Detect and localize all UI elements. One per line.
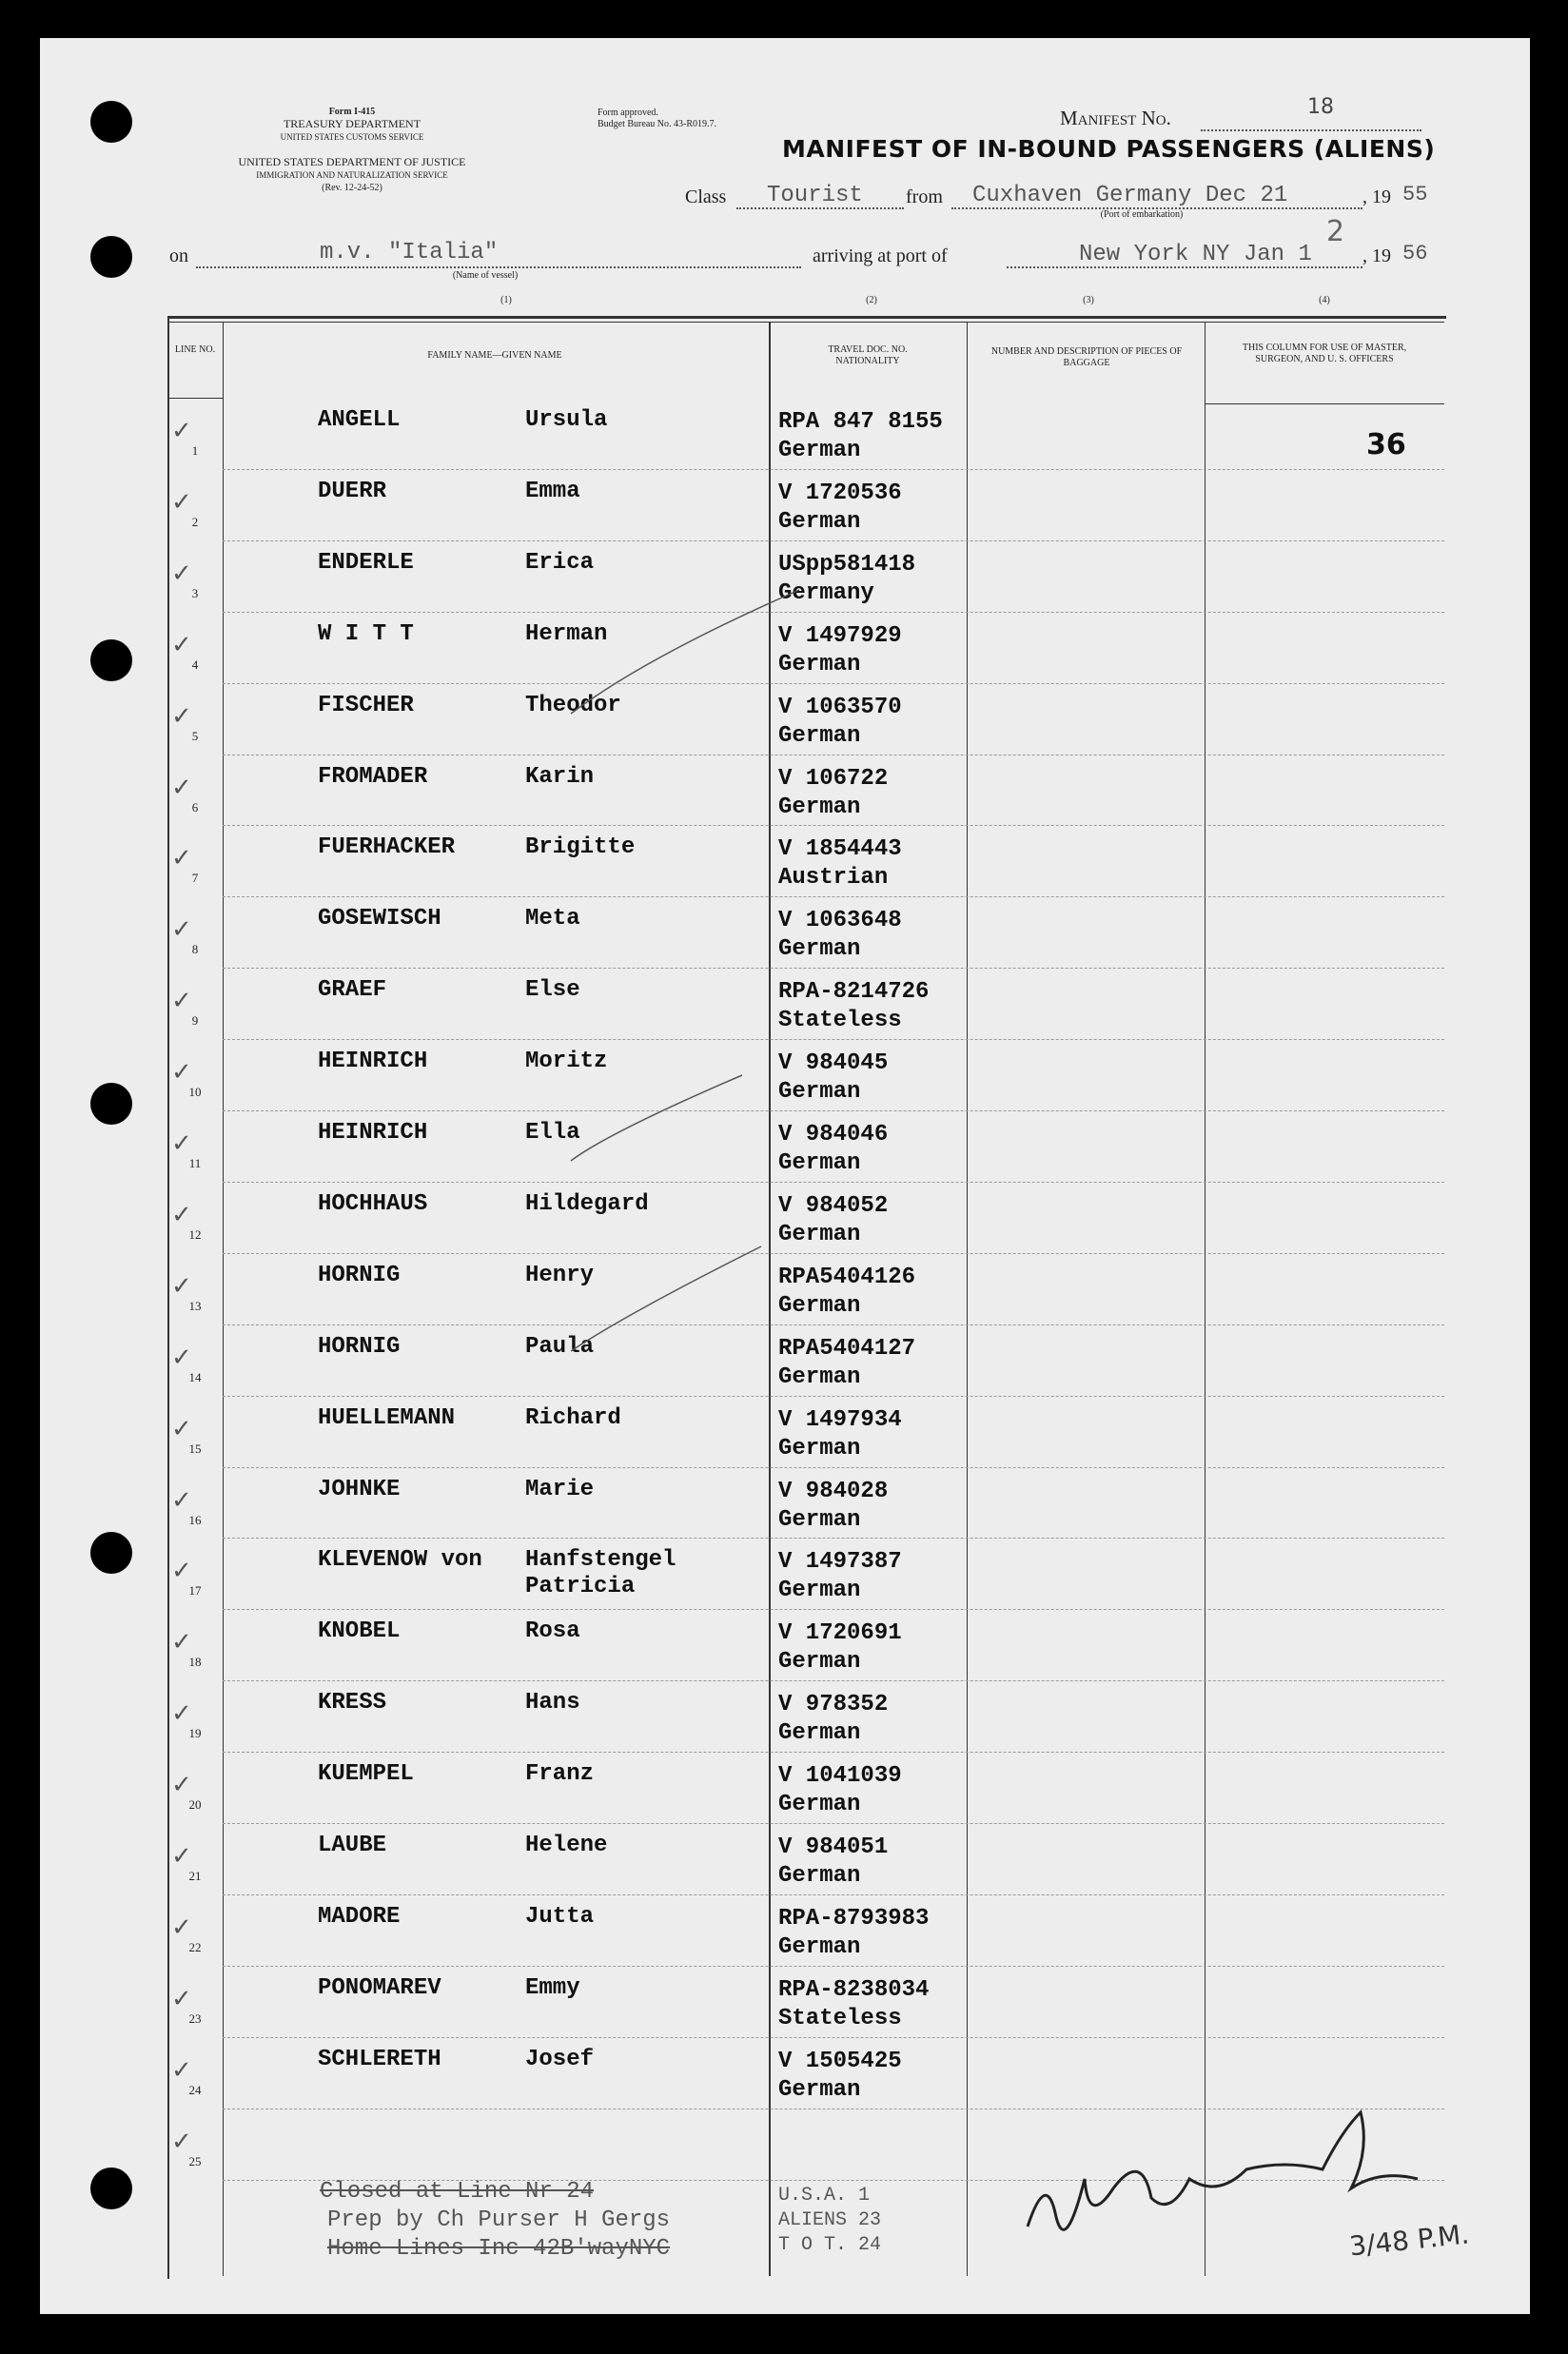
family-name: GRAEF (318, 977, 387, 1004)
given-name: Else (525, 977, 580, 1004)
family-name: W I T T (318, 620, 414, 647)
line-number: 1 (191, 443, 199, 458)
travel-doc-number: RPA5404126 (778, 1264, 916, 1290)
family-name: JOHNKE (318, 1476, 401, 1502)
check-mark: ✓ (171, 487, 192, 517)
line-number: 10 (188, 1085, 202, 1100)
column-header-name: FAMILY NAME—GIVEN NAME (427, 350, 562, 361)
aliens-count: ALIENS 23 (778, 2209, 882, 2231)
line-number: 22 (188, 1939, 202, 1954)
travel-doc-number: V 1505425 (778, 2048, 902, 2074)
line-number: 13 (188, 1298, 202, 1313)
check-mark: ✓ (171, 773, 192, 802)
check-mark: ✓ (171, 1771, 192, 1800)
family-name: PONOMAREV (318, 1974, 441, 2001)
family-name: LAUBE (318, 1833, 387, 1858)
family-name: FUERHACKER (318, 834, 456, 861)
travel-doc-number: USpp581418 (778, 551, 916, 578)
line-number: 11 (188, 1156, 202, 1170)
check-mark: ✓ (171, 1913, 192, 1942)
travel-doc-number: V 1063570 (778, 694, 902, 720)
given-name: Theodor (525, 692, 621, 718)
check-mark: ✓ (171, 559, 192, 588)
shipping-line: Home Lines Inc 42B'wayNYC (327, 2236, 671, 2262)
given-name: Rosa (525, 1618, 580, 1645)
line-number: 23 (188, 2011, 202, 2026)
check-mark: ✓ (171, 2055, 192, 2085)
family-name: DUERR (318, 478, 387, 504)
given-name: Josef (525, 2046, 595, 2072)
travel-doc-number: V 1041039 (778, 1763, 902, 1790)
given-name: Moritz (525, 1049, 608, 1075)
family-name: FROMADER (318, 763, 428, 790)
line-number: 2 (191, 514, 199, 529)
given-name: Emmy (525, 1974, 580, 2001)
check-mark: ✓ (171, 1058, 192, 1088)
given-name: Franz (525, 1761, 595, 1788)
nationality: German (778, 438, 861, 463)
col-number: (2) (866, 295, 877, 305)
family-name: GOSEWISCH (318, 906, 441, 932)
family-name: KUEMPEL (318, 1761, 414, 1788)
given-name: Paula (525, 1333, 595, 1360)
check-mark: ✓ (171, 1984, 192, 2013)
nationality: German (778, 1079, 861, 1106)
justice-department: UNITED STATES DEPARTMENT OF JUSTICE (238, 155, 466, 168)
given-name: Ursula (525, 407, 608, 433)
given-name: Erica (525, 549, 595, 576)
nationality: German (778, 1435, 861, 1461)
family-name: SCHLERETH (318, 2046, 441, 2072)
check-stroke (571, 1075, 742, 1161)
travel-doc-number: V 1854443 (778, 836, 902, 863)
check-mark: ✓ (171, 1628, 192, 1658)
ins-service: IMMIGRATION AND NATURALIZATION SERVICE (256, 170, 448, 180)
line-number: 21 (188, 1869, 202, 1883)
travel-doc-number: RPA5404127 (778, 1335, 916, 1362)
line-number: 15 (188, 1441, 202, 1456)
travel-doc-number: V 984045 (778, 1050, 889, 1077)
line-number: 14 (188, 1369, 202, 1384)
check-mark: ✓ (171, 1485, 192, 1515)
given-name: Herman (525, 620, 608, 647)
nationality: German (778, 1506, 861, 1533)
family-name: HUELLEMANN (318, 1404, 456, 1431)
arrival-port: New York NY Jan 1 (1079, 242, 1312, 267)
check-mark: ✓ (171, 630, 192, 659)
arrival-year-prefix: , 19 (1362, 245, 1391, 266)
signature (1028, 2112, 1418, 2229)
manifest-number: 18 (1307, 95, 1334, 119)
nationality: Germany (778, 579, 874, 606)
check-mark: ✓ (171, 1343, 192, 1372)
nationality: German (778, 1221, 861, 1247)
nationality: German (778, 1150, 861, 1176)
check-mark: ✓ (171, 1842, 192, 1871)
line-number: 5 (191, 728, 199, 743)
line-number: 20 (188, 1797, 202, 1813)
given-name: Richard (525, 1404, 621, 1431)
travel-doc-number: V 106722 (778, 765, 889, 792)
travel-doc-number: RPA-8793983 (778, 1905, 930, 1932)
nationality: Stateless (778, 1008, 902, 1034)
line-number: 12 (188, 1226, 202, 1242)
given-name: Jutta (525, 1903, 595, 1930)
col-number: (4) (1319, 295, 1330, 305)
arrival-day-correction: 2 (1326, 215, 1345, 248)
travel-doc-number: V 1720536 (778, 480, 902, 506)
check-stroke (571, 590, 799, 714)
form-number: Form I-415 (328, 107, 376, 117)
travel-doc-number: V 1497929 (778, 622, 902, 649)
travel-doc-number: V 1497934 (778, 1406, 902, 1433)
family-name: HORNIG (318, 1262, 401, 1288)
prepared-by: Prep by Ch Purser H Gergs (327, 2207, 671, 2233)
column-header-baggage: NUMBER AND DESCRIPTION OF PIECES OF BAGGAGE (990, 346, 1183, 368)
line-number: 8 (191, 942, 199, 957)
given-name: Helene (525, 1833, 608, 1858)
nationality: German (778, 1578, 861, 1604)
given-name: Meta (525, 906, 580, 932)
nationality: German (778, 722, 861, 749)
manifest-title: MANIFEST OF IN-BOUND PASSENGERS (ALIENS) (782, 135, 1436, 163)
family-name: MADORE (318, 1903, 401, 1930)
travel-doc-number: RPA-8238034 (778, 1976, 930, 2003)
travel-doc-number: V 1063648 (778, 908, 902, 934)
travel-doc-number: RPA 847 8155 (778, 409, 943, 435)
line-number: 9 (191, 1013, 199, 1029)
column-header-line-no: LINE NO. (174, 344, 216, 355)
given-name: Hans (525, 1690, 580, 1716)
check-mark: ✓ (171, 2127, 192, 2156)
family-name: KNOBEL (318, 1618, 401, 1645)
given-name-2: Patricia (525, 1574, 636, 1600)
class-label: Class (685, 186, 727, 207)
revision-date: (Rev. 12-24-52) (322, 183, 382, 193)
nationality: German (778, 1292, 861, 1319)
travel-doc-number: V 984052 (778, 1192, 889, 1219)
check-mark: ✓ (171, 1129, 192, 1158)
nationality: German (778, 1649, 861, 1676)
given-name: Marie (525, 1476, 595, 1502)
given-name: Brigitte (525, 834, 636, 861)
check-mark: ✓ (171, 844, 192, 873)
budget-bureau: Budget Bureau No. 43-R019.7. (598, 119, 716, 129)
travel-doc-number: V 984028 (778, 1478, 889, 1504)
total-count: T O T. 24 (778, 2234, 882, 2256)
line-number: 4 (191, 657, 199, 672)
travel-doc-number: V 978352 (778, 1692, 889, 1718)
check-stroke (571, 1246, 761, 1351)
check-mark: ✓ (171, 417, 192, 445)
travel-doc-number: RPA-8214726 (778, 979, 930, 1006)
line-number: 25 (188, 2153, 202, 2168)
check-mark: ✓ (171, 1414, 192, 1443)
column-header-officers: THIS COLUMN FOR USE OF MASTER, SURGEON, AND U. S. OFFICERS (1242, 343, 1407, 364)
family-name: HEINRICH (318, 1049, 428, 1075)
travel-doc-number: V 1497387 (778, 1549, 902, 1576)
check-mark: ✓ (171, 915, 192, 945)
family-name: HEINRICH (318, 1120, 428, 1146)
given-name: Hildegard (525, 1190, 649, 1217)
family-name: KLEVENOW von (318, 1547, 482, 1574)
col-number: (1) (500, 295, 512, 305)
family-name: KRESS (318, 1690, 387, 1716)
year-prefix: , 19 (1362, 186, 1391, 207)
check-mark: ✓ (171, 1271, 192, 1301)
col-number: (3) (1083, 295, 1094, 305)
nationality: German (778, 651, 861, 677)
usa-count: U.S.A. 1 (778, 2185, 871, 2207)
nationality: German (778, 1363, 861, 1390)
family-name: HORNIG (318, 1333, 401, 1360)
given-name: Emma (525, 478, 580, 504)
treasury-department: TREASURY DEPARTMENT (283, 117, 421, 130)
line-number: 3 (191, 585, 199, 600)
family-name: FISCHER (318, 692, 414, 718)
column-header-travel-doc: TRAVEL DOC. NO. NATIONALITY (828, 344, 908, 366)
embarkation-port: Cuxhaven Germany Dec 21 (972, 183, 1288, 208)
nationality: German (778, 936, 861, 963)
travel-doc-number: V 1720691 (778, 1620, 902, 1647)
check-mark: ✓ (171, 1699, 192, 1729)
arrival-year: 56 (1402, 242, 1428, 265)
line-number: 18 (188, 1655, 202, 1670)
departure-year: 55 (1402, 183, 1428, 206)
vessel-caption: (Name of vessel) (452, 270, 519, 281)
family-name: ENDERLE (318, 549, 414, 576)
from-label: from (906, 186, 943, 207)
travel-doc-number: V 984046 (778, 1122, 889, 1148)
nationality: German (778, 794, 861, 820)
nationality: German (778, 1863, 861, 1889)
given-name: Karin (525, 763, 595, 790)
line-number: 7 (191, 871, 199, 886)
family-name: HOCHHAUS (318, 1190, 428, 1217)
class-value: Tourist (767, 183, 863, 208)
nationality: German (778, 1933, 861, 1960)
line-number: 6 (191, 799, 199, 814)
form-approved: Form approved. (598, 108, 658, 118)
line-number: 19 (188, 1726, 202, 1741)
given-name: Ella (525, 1120, 580, 1146)
port-caption: (Port of embarkation) (1100, 209, 1184, 220)
nationality: German (778, 1792, 861, 1818)
nationality: Stateless (778, 2005, 902, 2031)
line-number: 24 (188, 2082, 202, 2097)
closed-at-line: Closed at Line Nr 24 (320, 2179, 595, 2205)
given-name: Hanfstengel (525, 1547, 676, 1574)
signature-time-note: 3/48 P.M. (1347, 2218, 1471, 2263)
check-mark: ✓ (171, 987, 192, 1016)
officer-note: 36 (1366, 428, 1406, 461)
nationality: German (778, 2076, 861, 2103)
nationality: Austrian (778, 865, 889, 892)
customs-service: UNITED STATES CUSTOMS SERVICE (280, 132, 424, 142)
given-name: Henry (525, 1262, 595, 1288)
check-mark: ✓ (171, 1200, 192, 1229)
nationality: German (778, 1720, 861, 1747)
travel-doc-number: V 984051 (778, 1834, 889, 1860)
nationality: German (778, 508, 861, 535)
check-mark: ✓ (171, 701, 192, 731)
check-mark: ✓ (171, 1557, 192, 1586)
vessel-name: m.v. "Italia" (320, 240, 499, 265)
line-number: 17 (188, 1583, 202, 1599)
line-number: 16 (188, 1512, 202, 1527)
family-name: ANGELL (318, 407, 401, 433)
on-label: on (169, 245, 188, 266)
manifest-no-label: Manifest No. (1060, 107, 1171, 129)
arriving-label: arriving at port of (813, 245, 948, 266)
